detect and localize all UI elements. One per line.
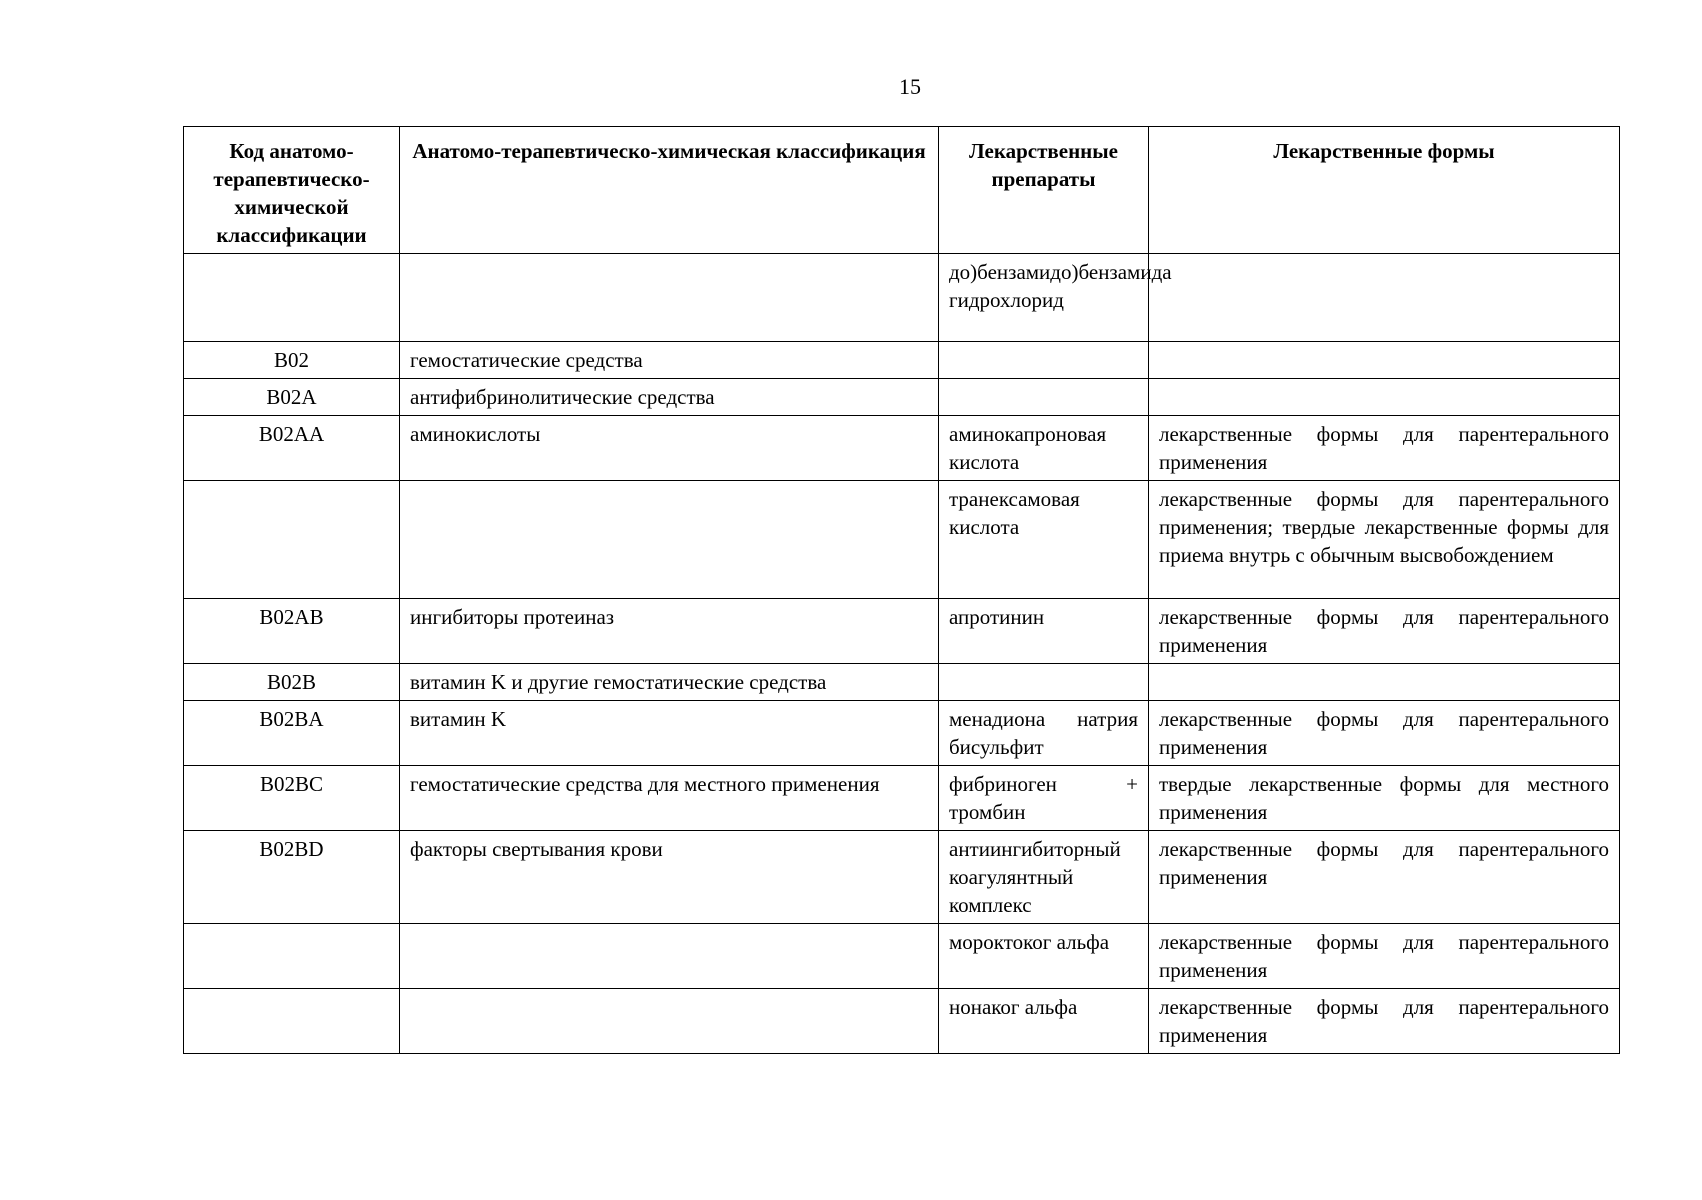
- cell-classification: гемостатические средства для местного применения: [400, 766, 939, 831]
- table-row: [184, 924, 1620, 989]
- cell-drug: транексамовая кислота: [939, 481, 1149, 599]
- cell-code: B02A: [184, 379, 400, 416]
- cell-drug: мороктоког альфа: [939, 924, 1149, 989]
- atc-classification-table: [183, 126, 1620, 1054]
- cell-forms: лекарственные формы для парентерального применения: [1149, 599, 1620, 664]
- table-row: [184, 701, 1620, 766]
- cell-code: B02BC: [184, 766, 400, 831]
- table-row: [184, 664, 1620, 701]
- cell-forms: лекарственные формы для парентерального применения: [1149, 416, 1620, 481]
- cell-drug: нонаког альфа: [939, 989, 1149, 1054]
- cell-code: [184, 924, 400, 989]
- cell-forms: твердые лекарственные формы для местного применения: [1149, 766, 1620, 831]
- cell-code: [184, 254, 400, 342]
- cell-forms: лекарственные формы для парентерального применения: [1149, 831, 1620, 924]
- table-row: [184, 342, 1620, 379]
- cell-classification: гемостатические средства: [400, 342, 939, 379]
- cell-forms: лекарственные формы для парентерального применения: [1149, 701, 1620, 766]
- cell-forms: [1149, 342, 1620, 379]
- cell-classification: [400, 481, 939, 599]
- table-row: [184, 766, 1620, 831]
- header-dosage-forms: Лекарственные формы: [1149, 127, 1620, 254]
- cell-forms: [1149, 379, 1620, 416]
- cell-drug: [939, 379, 1149, 416]
- table-row: [184, 599, 1620, 664]
- cell-drug: фибриноген + тромбин: [939, 766, 1149, 831]
- table-row: [184, 379, 1620, 416]
- header-atc-code: Код анатомо-терапевтическо-химической классификации: [184, 127, 400, 254]
- cell-classification: факторы свертывания крови: [400, 831, 939, 924]
- cell-code: B02AA: [184, 416, 400, 481]
- table-header-row: [184, 127, 1620, 254]
- table-row: [184, 416, 1620, 481]
- page-number: 15: [899, 74, 921, 99]
- cell-classification: аминокислоты: [400, 416, 939, 481]
- table-row: [184, 481, 1620, 599]
- cell-drug: апротинин: [939, 599, 1149, 664]
- table-row: [184, 831, 1620, 924]
- cell-drug: аминокапроновая кислота: [939, 416, 1149, 481]
- header-drugs: Лекарственные препараты: [939, 127, 1149, 254]
- cell-code: B02AB: [184, 599, 400, 664]
- cell-classification: антифибринолитические средства: [400, 379, 939, 416]
- cell-forms: [1149, 254, 1620, 342]
- cell-code: B02B: [184, 664, 400, 701]
- cell-classification: [400, 254, 939, 342]
- cell-drug: до)бензамидо)бензамида гидрохлорид: [939, 254, 1149, 342]
- cell-classification: витамин K: [400, 701, 939, 766]
- cell-drug: антиингибиторный коагулянтный комплекс: [939, 831, 1149, 924]
- cell-code: [184, 481, 400, 599]
- cell-classification: витамин K и другие гемостатические средства: [400, 664, 939, 701]
- cell-forms: лекарственные формы для парентерального применения: [1149, 924, 1620, 989]
- cell-drug: [939, 664, 1149, 701]
- table-row: [184, 254, 1620, 342]
- cell-drug: [939, 342, 1149, 379]
- table-row: [184, 989, 1620, 1054]
- cell-code: B02: [184, 342, 400, 379]
- cell-forms: лекарственные формы для парентерального применения; твердые лекарственные формы для приема внутрь с обычным высвобождением: [1149, 481, 1620, 599]
- cell-classification: [400, 924, 939, 989]
- header-atc-classification: Анатомо-терапевтическо-химическая классификация: [400, 127, 939, 254]
- cell-classification: [400, 989, 939, 1054]
- cell-code: B02BD: [184, 831, 400, 924]
- cell-forms: [1149, 664, 1620, 701]
- cell-forms: лекарственные формы для парентерального применения: [1149, 989, 1620, 1054]
- cell-classification: ингибиторы протеиназ: [400, 599, 939, 664]
- cell-code: B02BA: [184, 701, 400, 766]
- cell-drug: менадиона натрия бисульфит: [939, 701, 1149, 766]
- cell-code: [184, 989, 400, 1054]
